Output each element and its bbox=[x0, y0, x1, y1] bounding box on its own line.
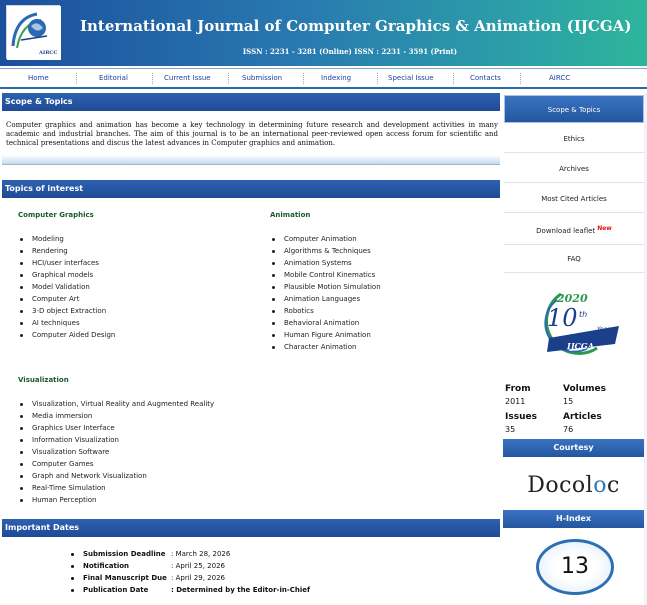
list-item: HCI/user interfaces bbox=[18, 257, 115, 269]
list-item: Visualization Software bbox=[18, 446, 214, 458]
aircc-logo[interactable] bbox=[6, 5, 60, 59]
nav-submission[interactable]: Submission bbox=[242, 74, 283, 82]
list-item: Graphics User Interface bbox=[18, 422, 214, 434]
scope-description: Computer graphics and animation has become a key technology in determining future research and development activities in many academic and industrial branches. The aim of this journal is to be an international peer-reviewed open access forum for scientific and technical presentations and discus the latest advances in Computer graphics and animation. bbox=[6, 121, 498, 147]
download-leaflet-label: Download leaflet bbox=[536, 227, 596, 235]
animation-list bbox=[270, 233, 381, 353]
journal-title: International Journal of Computer Graphics & Animation (IJCGA) bbox=[80, 17, 632, 35]
date-label: Submission Deadline bbox=[83, 550, 166, 558]
sidebar-item-faq[interactable]: FAQ bbox=[504, 245, 644, 273]
list-item: Real-Time Simulation bbox=[18, 482, 214, 494]
date-value: : March 28, 2026 bbox=[171, 550, 231, 558]
stat-volumes-value: 15 bbox=[563, 397, 574, 406]
dates-heading: Important Dates bbox=[2, 519, 500, 537]
nav-contacts[interactable]: Contacts bbox=[470, 74, 501, 82]
list-item: Behavioral Animation bbox=[270, 317, 381, 329]
list-item: Robotics bbox=[270, 305, 381, 317]
list-item: 3-D object Extraction bbox=[18, 305, 115, 317]
list-item: Computer Art bbox=[18, 293, 115, 305]
nav-current-issue[interactable]: Current Issue bbox=[164, 74, 211, 82]
list-item: AI techniques bbox=[18, 317, 115, 329]
list-item: Computer Games bbox=[18, 458, 214, 470]
list-item: Algorithms & Techniques bbox=[270, 245, 381, 257]
anniversary-year: 2020 bbox=[557, 292, 588, 305]
stat-articles-value: 76 bbox=[563, 425, 574, 434]
main-nav bbox=[0, 68, 647, 89]
list-item: Animation Systems bbox=[270, 257, 381, 269]
nav-special-issue[interactable]: Special Issue bbox=[388, 74, 434, 82]
docoloc-text-c: c bbox=[606, 473, 620, 498]
date-label: Final Manuscript Due bbox=[83, 574, 167, 582]
list-item: Computer Animation bbox=[270, 233, 381, 245]
list-item: Human Figure Animation bbox=[270, 329, 381, 341]
nav-indexing[interactable]: Indexing bbox=[321, 74, 352, 82]
category-animation: Animation bbox=[270, 211, 311, 219]
docoloc-text-a: Docol bbox=[527, 473, 594, 498]
issn-line: ISSN : 2231 - 3281 (Online) ISSN : 2231 - 3591 (Print) bbox=[242, 47, 458, 56]
list-item: Graph and Network Visualization bbox=[18, 470, 214, 482]
docoloc-text-b: o bbox=[593, 473, 607, 498]
sidebar-item-ethics[interactable]: Ethics bbox=[504, 125, 644, 153]
sidebar-item-most-cited[interactable]: Most Cited Articles bbox=[504, 185, 644, 213]
list-item: Information Visualization bbox=[18, 434, 214, 446]
nav-separator bbox=[76, 73, 77, 84]
scope-divider bbox=[2, 155, 500, 165]
list-item: Visualization, Virtual Reality and Augmented Reality bbox=[18, 398, 214, 410]
date-label: Publication Date bbox=[83, 586, 149, 594]
list-item: Animation Languages bbox=[270, 293, 381, 305]
list-item: Graphical models bbox=[18, 269, 115, 281]
logo-label: AIRCC bbox=[39, 50, 58, 56]
stat-volumes-label: Volumes bbox=[563, 384, 606, 394]
nav-aircc[interactable]: AIRCC bbox=[549, 74, 571, 82]
anniversary-number: 10 bbox=[547, 304, 578, 332]
date-row bbox=[70, 560, 310, 572]
anniversary-name: IJCGA bbox=[567, 341, 594, 351]
date-value: : April 25, 2026 bbox=[171, 562, 225, 570]
list-item: Modeling bbox=[18, 233, 115, 245]
nav-separator bbox=[520, 73, 521, 84]
nav-editorial[interactable]: Editorial bbox=[99, 74, 128, 82]
hindex-value: 13 bbox=[536, 539, 614, 595]
visualization-list bbox=[18, 398, 214, 506]
new-badge: New bbox=[597, 225, 612, 232]
stat-issues-value: 35 bbox=[505, 425, 516, 434]
right-sidebar bbox=[503, 92, 644, 605]
courtesy-heading: Courtesy bbox=[503, 439, 644, 457]
dates-list bbox=[70, 548, 310, 596]
date-value: : Determined by the Editor-in-Chief bbox=[171, 586, 311, 594]
scope-heading: Scope & Topics bbox=[2, 93, 500, 111]
nav-separator bbox=[303, 73, 304, 84]
category-computer-graphics: Computer Graphics bbox=[18, 211, 94, 219]
date-value: : April 29, 2026 bbox=[171, 574, 225, 582]
nav-separator bbox=[377, 73, 378, 84]
nav-separator bbox=[152, 73, 153, 84]
stat-from-label: From bbox=[505, 384, 531, 394]
stat-from-value: 2011 bbox=[505, 397, 526, 406]
sidebar-item-archives[interactable]: Archives bbox=[504, 155, 644, 183]
sidebar-item-download-leaflet[interactable] bbox=[504, 217, 644, 245]
list-item: Character Animation bbox=[270, 341, 381, 353]
docoloc-logo[interactable] bbox=[503, 467, 644, 505]
list-item: Media immersion bbox=[18, 410, 214, 422]
list-item: Computer Aided Design bbox=[18, 329, 115, 341]
site-header bbox=[0, 0, 647, 66]
nav-separator bbox=[453, 73, 454, 84]
list-item: Plausible Motion Simulation bbox=[270, 281, 381, 293]
date-row bbox=[70, 584, 310, 596]
computer-graphics-list bbox=[18, 233, 115, 341]
list-item: Model Validation bbox=[18, 281, 115, 293]
sidebar-item-scope-topics[interactable]: Scope & Topics bbox=[504, 95, 644, 123]
hindex-heading: H-Index bbox=[503, 510, 644, 528]
stat-articles-label: Articles bbox=[563, 412, 602, 422]
date-row bbox=[70, 572, 310, 584]
nav-home[interactable]: Home bbox=[28, 74, 49, 82]
list-item: Mobile Control Kinematics bbox=[270, 269, 381, 281]
date-label: Notification bbox=[83, 562, 130, 570]
stat-issues-label: Issues bbox=[505, 412, 537, 422]
date-row bbox=[70, 548, 310, 560]
topics-heading: Topics of interest bbox=[2, 180, 500, 198]
list-item: Rendering bbox=[18, 245, 115, 257]
nav-separator bbox=[228, 73, 229, 84]
category-visualization: Visualization bbox=[18, 376, 69, 384]
list-item: Human Perception bbox=[18, 494, 214, 506]
anniversary-word: Year bbox=[597, 326, 610, 333]
anniversary-suffix: th bbox=[579, 310, 588, 319]
